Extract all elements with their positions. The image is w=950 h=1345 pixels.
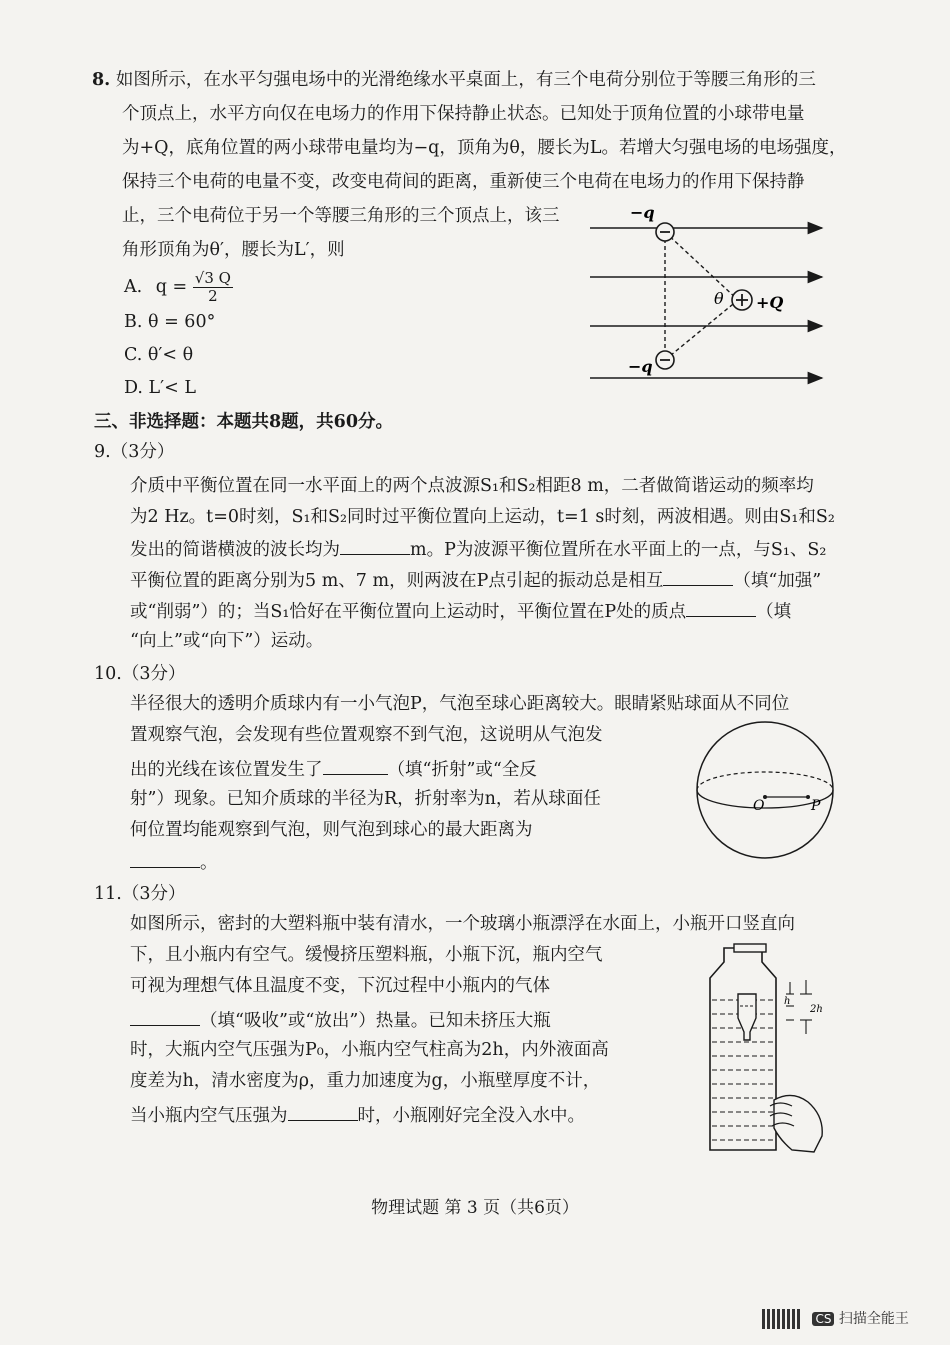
label-bottom-charge: −q <box>628 357 653 376</box>
answer-blank[interactable] <box>686 598 756 617</box>
q8-option-d: D. L′< L <box>124 378 196 398</box>
positive-charge <box>732 290 752 310</box>
label-top-charge: −q <box>630 203 655 222</box>
q9-line5: 或“削弱”）的；当S₁恰好在平衡位置向上运动时，平衡位置在P处的质点 （填 <box>130 598 791 624</box>
q8-line4: 保持三个电荷的电量不变，改变电荷间的距离，重新使三个电荷在电场力的作用下保持静 <box>122 172 805 192</box>
q8-option-b: B. θ = 60° <box>124 312 216 332</box>
label-bubble: P <box>811 798 821 814</box>
q9-line2: 为2 Hz。t=0时刻，S₁和S₂同时过平衡位置向上运动，t=1 s时刻，两波相遇。则由S₁和S₂ <box>130 507 835 527</box>
q10-line6: 。 <box>130 849 218 875</box>
q10-line4: 射”）现象。已知介质球的半径为R，折射率为n，若从球面任 <box>130 789 601 809</box>
label-h: h <box>784 996 791 1007</box>
q9-line4: 平衡位置的距离分别为5 m、7 m，则两波在P点引起的振动总是相互 （填“加强” <box>130 567 821 593</box>
label-center: O <box>753 798 765 814</box>
answer-blank[interactable] <box>663 567 733 586</box>
q9-line6: “向上”或“向下”）运动。 <box>130 631 324 651</box>
q10-line2: 置观察气泡，会发现有些位置观察不到气泡，这说明从气泡发 <box>130 725 603 745</box>
q8-number: 8. <box>92 70 111 90</box>
bottle-cap <box>734 944 766 952</box>
q11-line1: 如图所示，密封的大塑料瓶中装有清水，一个玻璃小瓶漂浮在水面上，小瓶开口竖直向 <box>130 914 795 934</box>
qr-code-icon <box>762 1309 802 1329</box>
q8-line6: 角形顶角为θ′，腰长为L′，则 <box>122 240 345 260</box>
hand-icon <box>774 1095 822 1152</box>
side-dashed-line <box>665 300 738 360</box>
label-2h: 2h <box>810 1004 823 1015</box>
q8-field-diagram <box>590 200 830 395</box>
q10-heading: 10.（3分） <box>94 664 186 684</box>
q8-option-a: A. q = $\frac{√3 Q}{2}$ <box>124 269 231 305</box>
q11-bottle-diagram <box>700 940 840 1160</box>
label-right-charge: +Q <box>756 293 784 312</box>
q8-line5: 止，三个电荷位于另一个等腰三角形的三个顶点上，该三 <box>122 206 560 226</box>
q10-line5: 何位置均能观察到气泡，则气泡到球心的最大距离为 <box>130 820 533 840</box>
bubble-point <box>806 795 810 799</box>
answer-blank[interactable] <box>130 1007 200 1026</box>
q8-line2: 个顶点上，水平方向仅在电场力的作用下保持静止状态。已知处于顶角位置的小球带电量 <box>122 104 805 124</box>
equator-back <box>697 772 833 790</box>
scanner-watermark: CS 扫描全能王 <box>762 1308 909 1329</box>
plastic-bottle <box>710 948 776 1150</box>
dimension-marks <box>786 980 812 1034</box>
q11-line7: 当小瓶内空气压强为 时，小瓶刚好完全没入水中。 <box>130 1102 585 1128</box>
sphere-outline <box>697 722 833 858</box>
q8-line1: 8. 如图所示，在水平匀强电场中的光滑绝缘水平桌面上，有三个电荷分别位于等腰三角形的三 <box>92 70 816 90</box>
q10-line3: 出的光线在该位置发生了 （填“折射”或“全反 <box>130 756 537 782</box>
fraction: $\frac{√3 Q}{2}$ <box>194 269 231 305</box>
negative-charge-top <box>656 223 674 241</box>
q11-line6: 度差为h，清水密度为ρ，重力加速度为g，小瓶壁厚度不计， <box>130 1071 601 1091</box>
answer-blank[interactable] <box>130 849 200 868</box>
q8-option-c: C. θ′< θ <box>124 345 194 365</box>
side-dashed-line <box>665 232 738 300</box>
q11-line4: （填“吸收”或“放出”）热量。已知未挤压大瓶 <box>130 1007 551 1033</box>
page-footer: 物理试题 第 3 页（共6页） <box>371 1198 579 1218</box>
q10-sphere-diagram <box>690 715 840 865</box>
label-angle: θ <box>714 289 724 308</box>
q9-line1: 介质中平衡位置在同一水平面上的两个点波源S₁和S₂相距8 m，二者做简谐运动的频率均 <box>130 476 814 496</box>
q11-line5: 时，大瓶内空气压强为P₀，小瓶内空气柱高为2h，内外液面高 <box>130 1040 609 1060</box>
q11-line3: 可视为理想气体且温度不变，下沉过程中小瓶内的气体 <box>130 976 550 996</box>
section-three-heading: 三、非选择题：本题共8题，共60分。 <box>94 412 394 432</box>
q11-line2: 下，且小瓶内有空气。缓慢挤压塑料瓶，小瓶下沉，瓶内空气 <box>130 945 603 965</box>
answer-blank[interactable] <box>323 756 388 775</box>
answer-blank[interactable] <box>288 1102 358 1121</box>
q10-line1: 半径很大的透明介质球内有一小气泡P，气泡至球心距离较大。眼睛紧贴球面从不同位 <box>130 694 790 714</box>
q8-line3: 为+Q，底角位置的两小球带电量均为−q，顶角为θ，腰长为L。若增大匀强电场的电场强度， <box>122 138 847 158</box>
negative-charge-bottom <box>656 351 674 369</box>
q11-heading: 11.（3分） <box>94 884 186 904</box>
q9-line3: 发出的简谐横波的波长均为 m。P为波源平衡位置所在水平面上的一点，与S₁、S₂ <box>130 536 826 562</box>
cs-logo-icon: CS <box>812 1312 834 1326</box>
answer-blank[interactable] <box>340 536 410 555</box>
q9-heading: 9.（3分） <box>94 442 175 462</box>
